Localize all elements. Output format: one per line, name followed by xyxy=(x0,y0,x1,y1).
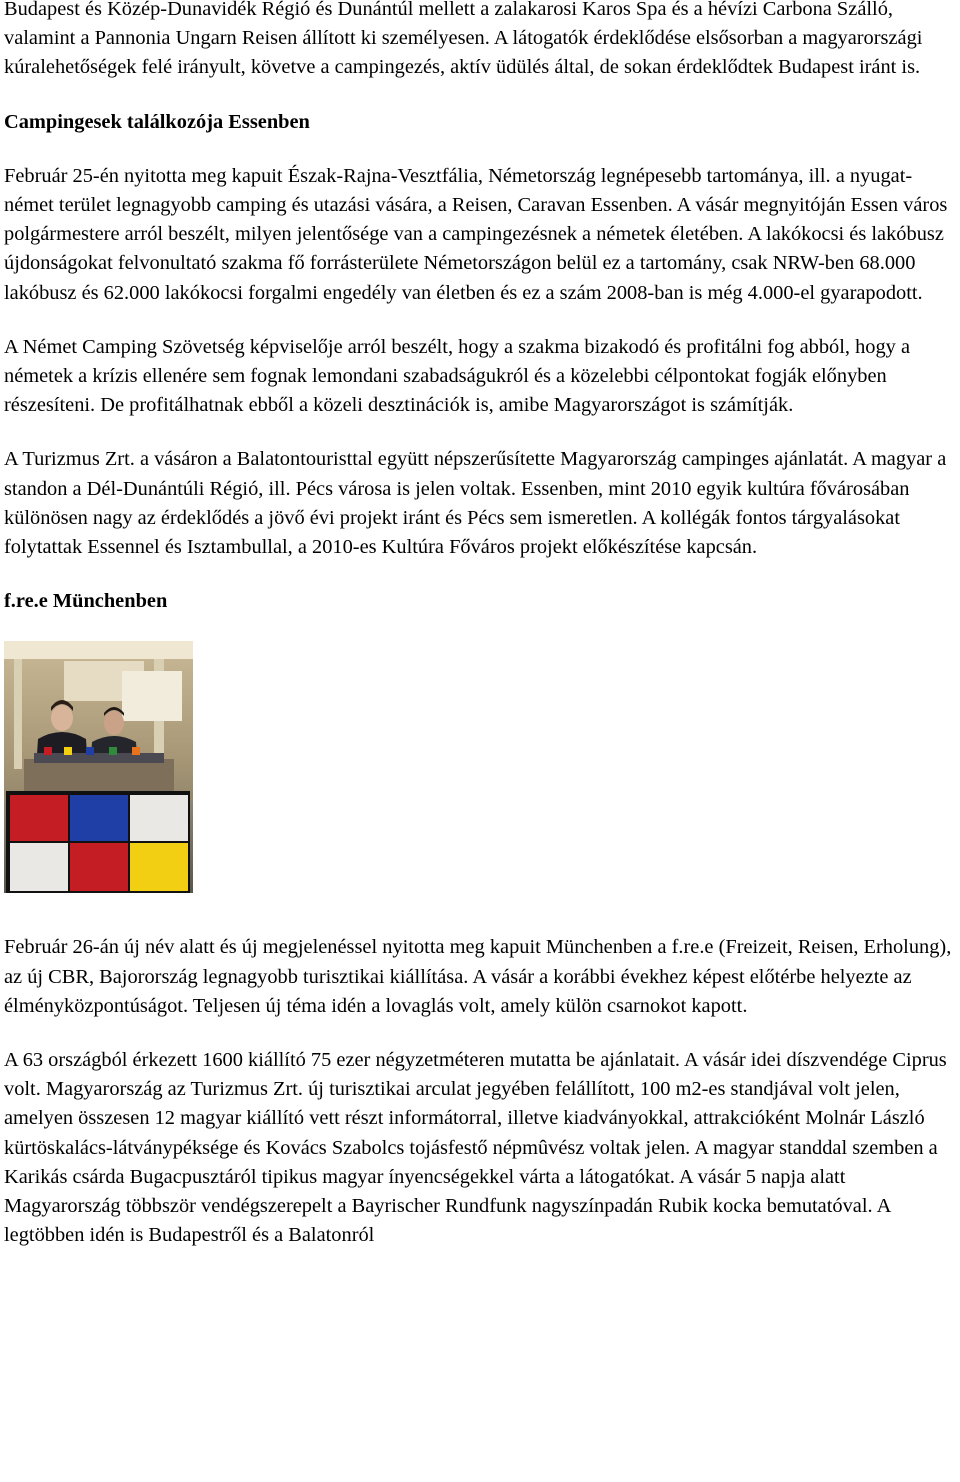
document-page xyxy=(4,0,956,1250)
photo-illustration xyxy=(4,641,193,893)
essen-paragraph-1: Február 25-én nyitotta meg kapuit Észak-Rajna-Vesztfália, Németország legnépesebb tartománya, ill. a nyugat-német terület legnagyobb camping és utazási vására, a Reisen, Caravan Essenben. A vásár megnyitóján Essen város polgármestere arról beszélt, milyen jelentősége van a campingezésnek a németek életében. A lakókocsi és lakóbusz újdonságokat felvonultató szakma fő forrásterülete Németországon belül ez a tartomány, csak NRW-ben 68.000 lakóbusz és 62.000 lakókocsi forgalmi engedély van életben és ez a szám 2008-ban is még 4.000-el gyarapodott. xyxy=(4,164,948,304)
munchen-paragraph-1: Február 26-án új név alatt és új megjelenéssel nyitotta meg kapuit Münchenben a f.re.e (Freizeit, Reisen, Erholung), az új CBR, Bajorország legnagyobb turisztikai kiállítása. A vásár a korábbi évekhez képest előtérbe helyezte az élményközpontúságot. Teljesen új téma idén a lovaglás volt, amely külön csarnokot kapott. xyxy=(4,936,952,1017)
essen-heading: Campingesek találkozója Essenben xyxy=(4,110,310,133)
munchen-heading: f.re.e Münchenben xyxy=(4,590,168,613)
munchen-paragraph-2: A 63 országból érkezett 1600 kiállító 75 ezer négyzetméteren mutatta be ajánlatait. A vásár idei díszvendége Ciprus volt. Magyarország az Turizmus Zrt. új turisztikai arculat jegyében felállított, 100 m2-es standjával volt jelen, amelyen összesen 12 magyar kiállító vett részt informátorral, illetve kiadványokkal, attrakcióként Molnár László kürtöskalács-látványpéksége és Kovács Szabolcs tojásfestő népmûvész voltak jelen. A magyar standdal szemben a Karikás csárda Bugacpusztáról tipikus magyar ínyencségekkel várta a látogatókat. A vásár 5 napja alatt Magyarország többször vendégszerepelt a Bayrischer Rundfunk nagyszínpadán Rubik kocka bemutatóval. A legtöbben idén is Budapestről és a Balatonról xyxy=(4,1049,947,1247)
rubik-stand-photo xyxy=(4,641,193,893)
essen-paragraph-2: A Német Camping Szövetség képviselője arról beszélt, hogy a szakma bizakodó és profitálni fog abból, hogy a németek a krízis ellenére sem fognak lemondani szabadságukról és a közelebbi célpontokat fogják előnyben részesíteni. De profitálhatnak ebből a közeli desztinációk is, amibe Magyarországot is számítják. xyxy=(4,335,911,417)
essen-paragraph-3: A Turizmus Zrt. a vásáron a Balatontouristtal együtt népszerűsítette Magyarország campinges ajánlatát. A magyar a standon a Dél-Dunántúli Régió, ill. Pécs városa is jelen voltak. Essenben, mint 2010 egyik kultúra fővárosában különösen nagy az érdeklődés a jövő évi projekt iránt és Pécs sem ismeretlen. A kollégák fontos tárgyalásokat folytattak Essennel és Isztambullal, a 2010-es Kultúra Főváros projekt előkészítése kapcsán. xyxy=(4,448,947,559)
intro-paragraph: Budapest és Közép-Dunavidék Régió és Dunántúl mellett a zalakarosi Karos Spa és a hévízi Carbona Szálló, valamint a Pannonia Ungarn Reisen állított ki személyesen. A látogatók érdeklődése elsősorban a magyarországi kúralehetőségek felé irányult, követve a campingezés, aktív üdülés által, de sokan érdeklődtek Budapest iránt is. xyxy=(4,0,923,79)
